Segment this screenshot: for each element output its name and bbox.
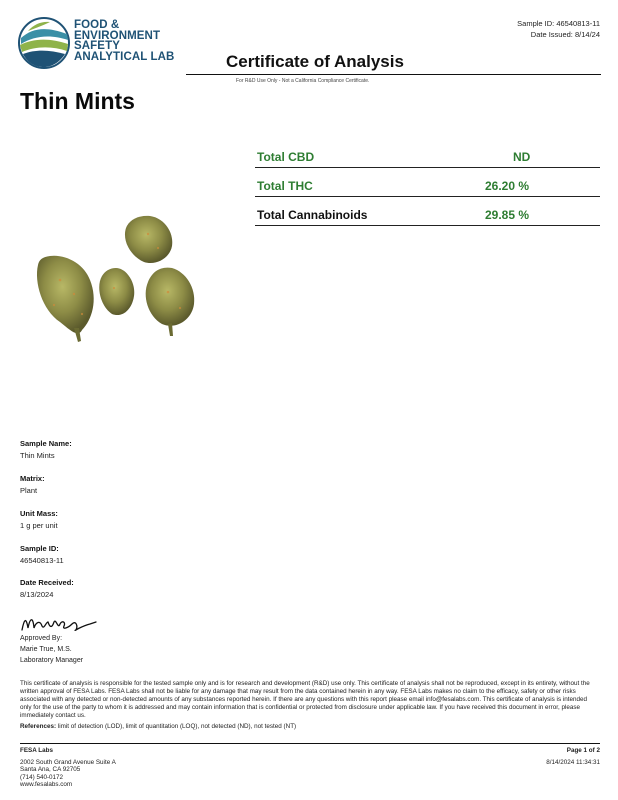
references: [20, 723, 296, 730]
certificate-statement: This certificate of analysis is responsible for the tested sample only and is for research and development (R&D) use only. This certificate of analysis shall not be reproduced, except in its entirety, without the written approval of FESA Labs. FESA Labs shall not be liable for any damage that may result from the data contained herein in any way. FESA Labs makes no claim to the efficacy, safety or other risks associated with any detected or non-detected amounts of any substances reported herein. If there are any questions with this report please email info@fesalabs.com. This certificate of analysis is intended only for the use of the party to whom it is addressed and may contain information that is confidential or protected from disclosure under applicable law. If you have received this document in error, please immediately contact us.: [20, 680, 590, 719]
summary-value: 26.20 %: [485, 179, 530, 193]
header-date-issued: Date Issued: 8/14/24: [530, 30, 600, 39]
unit-mass-label: Unit Mass:: [20, 509, 58, 518]
footer-website[interactable]: www.fesalabs.com: [20, 781, 73, 789]
product-name: Thin Mints: [20, 88, 135, 114]
fesa-logo-icon: [18, 14, 70, 72]
lab-name-line: FOOD &: [74, 19, 120, 31]
footer-page-info: [546, 747, 600, 766]
sample-name-label: Sample Name:: [20, 439, 72, 448]
sample-id-value: 46540813-11: [20, 556, 64, 565]
footer-divider: [20, 743, 600, 744]
approved-by-label: Approved By:: [20, 635, 63, 642]
matrix-value: Plant: [20, 486, 38, 495]
summary-row-cbd: [255, 145, 600, 168]
page-number: Page 1 of 2: [566, 747, 600, 754]
lab-name: [74, 20, 174, 62]
approver-role: Laboratory Manager: [20, 657, 84, 664]
lab-name-line: SAFETY: [74, 40, 120, 52]
summary-label: Total Cannabinoids: [257, 208, 368, 222]
summary-value: ND: [513, 150, 531, 164]
date-received-label: Date Received:: [20, 578, 74, 587]
header-sample-id: Sample ID: 46540813-11: [517, 19, 600, 28]
footer-contact: [20, 747, 116, 789]
compliance-disclaimer: For R&D Use Only - Not a California Compliance Certificate.: [236, 78, 370, 84]
unit-mass-value: 1 g per unit: [20, 521, 58, 530]
date-received-value: 8/13/2024: [20, 590, 54, 599]
approver-name: Marie True, M.S.: [20, 646, 72, 653]
summary-label: Total THC: [257, 179, 313, 193]
document-title: Certificate of Analysis: [226, 52, 404, 71]
header-divider: [186, 74, 601, 75]
sample-name-value: Thin Mints: [20, 451, 55, 460]
footer-address-line2: Santa Ana, CA 92705: [20, 766, 81, 774]
product-photo: [30, 210, 205, 350]
lab-name-line: ENVIRONMENT: [74, 29, 161, 42]
footer-company: FESA Labs: [20, 747, 54, 754]
header-meta: [517, 18, 600, 40]
references-text: limit of detection (LOD), limit of quantitation (LOQ), not detected (ND), not tested (NT): [56, 723, 297, 730]
references-label: References:: [20, 723, 57, 730]
footer-address-line1: 2002 South Grand Avenue Suite A: [20, 758, 116, 766]
footer-phone: (714) 540-0172: [20, 773, 64, 781]
summary-value: 29.85 %: [485, 208, 530, 222]
footer-timestamp: 8/14/2024 11:34:31: [546, 758, 600, 766]
summary-row-thc: [255, 174, 600, 197]
summary-label: Total CBD: [257, 150, 315, 164]
lab-logo: [18, 14, 175, 72]
summary-row-total-cannabinoids: [255, 203, 600, 226]
lab-name-line: ANALYTICAL LAB: [74, 50, 175, 63]
signature-image: [20, 612, 100, 634]
sample-id-label: Sample ID:: [20, 544, 59, 553]
matrix-label: Matrix:: [20, 474, 45, 483]
